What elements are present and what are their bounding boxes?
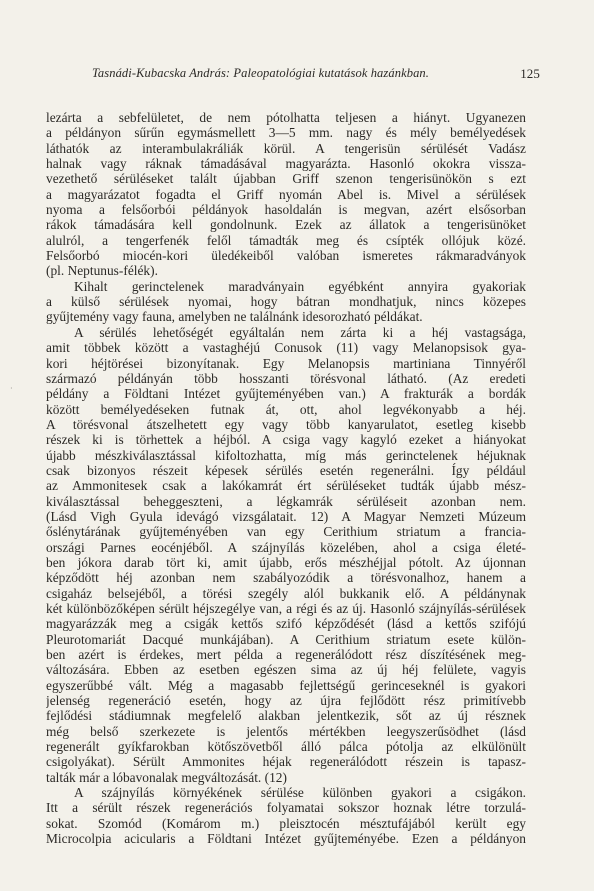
text-line: lezárta a sebfelületet, de nem pótolhatta teljesen a hiányt. Ugyanezen: [46, 110, 526, 125]
text-line: ben jókora darab tört ki, amit újabb, erős mészhéjjal pótolt. Az újonnan: [46, 554, 526, 570]
text-line: (Lásd Vigh Gyula idevágó vizsgálatait. 12) A Magyar Nemzeti Múzeum: [46, 508, 526, 524]
text-line: csigolyákat). Sérült Ammonites héjak regenerálódott részein is tapasz-: [46, 754, 526, 770]
text-line: két különbözőképen sérült héjszegélye van, a régi és az új. Hasonló szájnyílás-sérülések: [46, 601, 526, 616]
text-line: Pleurotomariát Dacqué munkájában). A Cerithium striatum esete külön-: [46, 631, 526, 647]
text-line: A szájnyílás környékének sérülése különben gyakori a csigákon.: [74, 785, 526, 801]
text-line: fejlődési stádiumnak megfelelő alakban jelentkezik, sőt az új résznek: [46, 708, 526, 724]
text-line: alulról, a tengerfenék felől támadták meg és csípték ollójuk közé.: [46, 232, 526, 248]
text-line: magyarázzák meg a csigák kettős szifó képződését (lásd a kettős szifójú: [46, 616, 526, 632]
text-line: jelenség regeneráció esetén, hogy az újra fejlődött rész primitívebb: [46, 693, 526, 709]
text-line: rákok támadására kell gondolnunk. Ezek az állatok a tengerisünöket: [46, 217, 526, 233]
text-line: kiválasztással beheggeszteni, a légkamrák sérüléseit azonban nem.: [46, 493, 526, 509]
text-line: gyűjtemény vagy fauna, amelyben ne találnánk idesorozható példákat.: [46, 309, 423, 325]
text-line: sokat. Szomód (Komárom m.) pleisztocén mésztufájából került egy: [46, 815, 526, 831]
text-line: között bemélyedéseken futnak át, ott, ahol legvékonyabb a héj.: [46, 401, 526, 417]
text-line: az Ammonitesek csak a lakókamrát ért sérüléseket tudták újabb mész-: [46, 478, 526, 494]
text-line: vezethető sérüléseket talált újabban Griff szenon tengerisünökön s ezt: [46, 171, 526, 187]
body-text: [46, 110, 526, 847]
text-line: ben azért is érdekes, mert példa a regenerálódott rész díszítésének meg-: [46, 647, 526, 663]
text-line: változására. Ebben az esetben egészen sima az új héj felülete, vagyis: [46, 662, 526, 678]
text-line: újabb mészkiválasztással kifoltozhatta, míg más gerinctelenek héjuknak: [46, 447, 526, 463]
text-line: láthatók az interambulakráliák körül. A tengerisün sérülését Vadász: [46, 140, 526, 156]
text-line: őslénytárának gyűjteményében van egy Cerithium striatum a francia-: [46, 524, 526, 540]
text-line: halnak vagy ráknak támadásával magyarázta. Hasonló okokra vissza-: [46, 156, 526, 172]
text-line: A törésvonal átszelhetett egy vagy több kanyarulatot, esetleg kisebb: [46, 416, 526, 432]
text-line: amit többek között a vastaghéjú Conusok (11) vagy Melanopsisok gya-: [46, 340, 526, 356]
text-line: képződött héj azonban nem szabályozódik a törésvonalhoz, hanem a: [46, 570, 526, 586]
running-header: [92, 66, 540, 86]
text-line: csigaház belsejéből, a törési szegély alól bukkanik elő. A példánynak: [46, 585, 526, 601]
text-line: Kihalt gerinctelenek maradványain egyébként annyira gyakoriak: [74, 278, 526, 294]
text-line: talták már a lóbavonalak megváltozását. (12): [46, 769, 287, 785]
running-title: Tasnádi-Kubacska András: Paleopatológiai kutatások hazánkban.: [92, 66, 429, 80]
text-line: Felsőorbó miocén-kori üledékeiből valóban ismeretes rákmaradványok: [46, 248, 526, 264]
text-line: (pl. Neptunus-félék).: [46, 263, 158, 279]
page-number: 125: [520, 66, 540, 81]
text-line: A sérülés lehetőségét egyáltalán nem zárta ki a héj vastagsága,: [74, 324, 526, 340]
margin-speck: ·: [10, 384, 13, 393]
text-line: kori héjtörései bizonyítanak. Egy Melanopsis martiniana Tinnyéről: [46, 355, 526, 371]
text-line: még belső szerkezete is jelentős mértékben leegyszerűsödhet (lásd: [46, 723, 526, 739]
text-line: csak bizonyos részeit képesek sérülés esetén regenerálni. Így például: [46, 462, 526, 478]
text-line: példány a Földtani Intézet gyűjteményében van.) A frakturák a bordák: [46, 386, 526, 402]
text-line: Microcolpia acicularis a Földtani Intézet gyűjteményébe. Ezen a példányon: [46, 831, 526, 847]
text-line: részek ki is törhettek a héjból. A csiga vagy kagyló ezeket a hiányokat: [46, 432, 526, 448]
text-line: egyszerűbbé vált. Még a magasabb fejlettségű gerinceseknél is gyakori: [46, 677, 526, 693]
text-line: nyoma a felsőorbói példányok hasoldalán is megvan, azért elsősorban: [46, 202, 526, 218]
text-line: a külső sérülések nyomai, hogy bátran mondhatjuk, nincs közepes: [46, 294, 526, 310]
text-line: származó példányán több hosszanti törésvonal látható. (Az eredeti: [46, 370, 526, 386]
text-line: a példányon sűrűn egymásmellett 3—5 mm. nagy és mély bemélyedések: [46, 125, 526, 141]
text-line: Itt a sérült részek regenerációs folyamatai sokszor hoznak létre torzulá-: [46, 800, 526, 816]
text-line: a magyarázatot fogadta el Griff nyomán Abel is. Mivel a sérülések: [46, 186, 526, 202]
text-line: országi Parnes eocénjéből. A szájnyílás közelében, ahol a csiga életé-: [46, 539, 526, 555]
text-line: regenerált gyíkfarokban kötőszövetből álló pálca pótolja az elkülönült: [46, 739, 526, 755]
